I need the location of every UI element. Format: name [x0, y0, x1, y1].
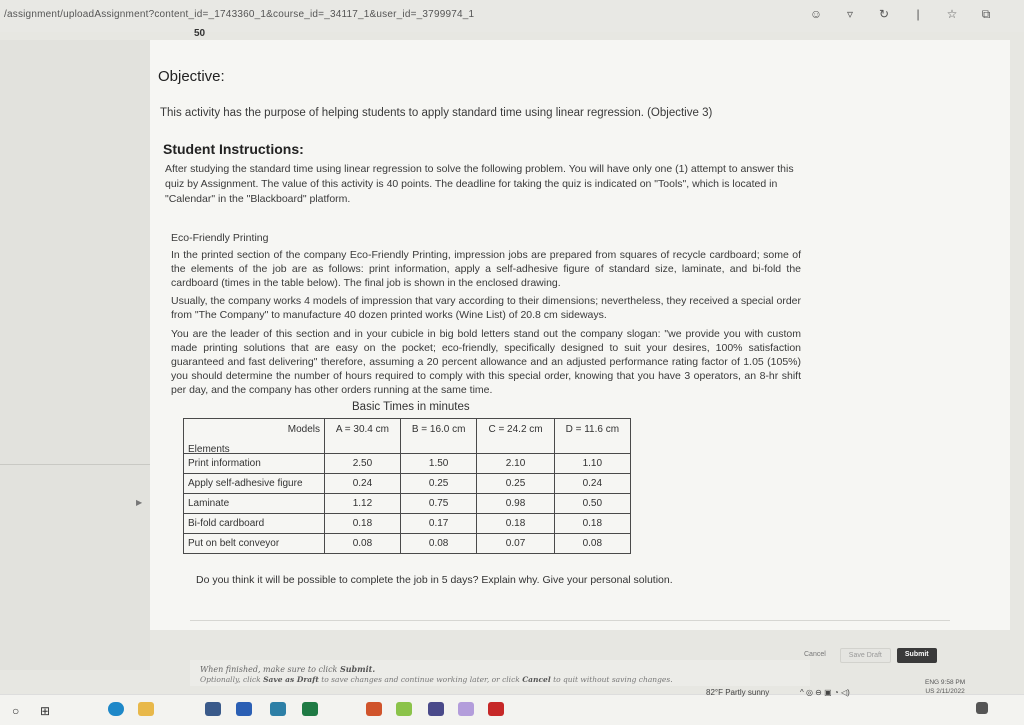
time-cell: 2.10	[477, 454, 554, 474]
tracking-icon[interactable]: ▿	[846, 7, 854, 21]
time-cell: 0.98	[477, 494, 554, 514]
submit-button[interactable]: Submit	[897, 648, 937, 663]
edge-icon[interactable]	[108, 702, 124, 716]
footer-submit-word: Submit.	[339, 664, 376, 674]
problem-paragraph-1: In the printed section of the company Eco-Friendly Printing, impression jobs are prepared from squares of recycle cardboard; some of the elements of the job are as follows: print information, apply a self-adhesive figure of standard size, laminate, and bi-fold the cardboard (times in the table below). The final job is shown in the enclosed drawing.	[171, 249, 801, 289]
powerpoint-icon[interactable]	[366, 702, 382, 716]
basic-times-table	[183, 418, 631, 554]
time-cell: 0.24	[554, 474, 630, 494]
mail-icon[interactable]	[205, 702, 221, 716]
refresh-icon[interactable]: ↻	[878, 7, 890, 21]
footer-line-1	[200, 664, 375, 674]
element-cell: Put on belt conveyor	[184, 534, 325, 554]
excel-icon[interactable]	[302, 702, 318, 716]
instructions-text: After studying the standard time using linear regression to solve the following problem. You will have only one (1) attempt to answer this quiz by Assignment. The value of this activity is 40 points. The deadline for taking the quiz is indicated on "Tools", which is located in "Calendar" in the "Blackboard" platform.	[165, 163, 794, 205]
collections-icon[interactable]: ⧉	[981, 7, 991, 21]
time-cell: 0.18	[477, 514, 554, 534]
time-cell: 0.25	[400, 474, 477, 494]
time-cell: 0.25	[477, 474, 554, 494]
left-sidebar	[0, 40, 150, 670]
footer-cancel-word: Cancel	[522, 675, 551, 684]
browser-address-bar[interactable]	[0, 0, 1024, 32]
table-row	[184, 514, 631, 534]
footer-line-2-post: to quit without saving changes.	[550, 675, 673, 684]
element-cell: Bi-fold cardboard	[184, 514, 325, 534]
instructions-heading: Student Instructions:	[163, 141, 304, 157]
time-cell: 0.07	[477, 534, 554, 554]
tray-icons[interactable]: ^ ◎ ⊖ ▣ ◔ ◁)	[800, 688, 850, 697]
time-cell: 0.17	[400, 514, 477, 534]
elements-label: Elements	[188, 444, 230, 455]
time-cell: 0.18	[554, 514, 630, 534]
element-cell: Apply self-adhesive figure	[184, 474, 325, 494]
time-cell: 0.08	[554, 534, 630, 554]
system-clock[interactable]	[925, 678, 965, 696]
column-header-b: B = 16.0 cm	[400, 419, 477, 454]
footer-save-draft-word: Save as Draft	[263, 675, 319, 684]
time-cell: 0.08	[400, 534, 477, 554]
element-cell: Laminate	[184, 494, 325, 514]
app-icon[interactable]	[458, 702, 474, 716]
problem-paragraph-2: Usually, the company works 4 models of impression that vary according to their dimensions; nevertheless, they received a special order from "The Company" to manufacture 40 dozen printed works (Wine List) of 20.8 cm sideways.	[171, 295, 801, 321]
language-label: ENG	[925, 679, 940, 686]
time-cell: 0.75	[400, 494, 477, 514]
clock-time-row	[925, 678, 965, 687]
notification-icon[interactable]	[976, 702, 988, 714]
table-row	[184, 534, 631, 554]
time-cell: 1.10	[554, 454, 630, 474]
problem-title: Eco-Friendly Printing	[171, 232, 269, 244]
element-cell: Print information	[184, 454, 325, 474]
clock-date-row	[925, 687, 965, 696]
time-cell: 2.50	[325, 454, 401, 474]
time-cell: 0.08	[325, 534, 401, 554]
table-caption: Basic Times in minutes	[352, 401, 470, 413]
footer-line-2	[200, 675, 673, 684]
read-aloud-icon[interactable]: ☺	[809, 7, 823, 21]
table-row	[184, 474, 631, 494]
cancel-button[interactable]: Cancel	[804, 651, 826, 658]
header-corner-cell	[184, 419, 325, 454]
time-label: 9:58 PM	[940, 679, 966, 686]
time-cell: 1.50	[400, 454, 477, 474]
footer-line-1-text: When finished, make sure to click	[200, 665, 340, 674]
task-view-icon[interactable]: ⊞	[40, 704, 51, 718]
footer-line-2-pre: Optionally, click	[200, 675, 264, 684]
divider: |	[916, 7, 920, 21]
browser-toolbar	[808, 7, 994, 22]
time-cell: 1.12	[325, 494, 401, 514]
column-header-c: C = 24.2 cm	[477, 419, 554, 454]
objective-text: This activity has the purpose of helping students to apply standard time using linear regression. (Objective 3)	[160, 107, 713, 119]
column-header-d: D = 11.6 cm	[554, 419, 630, 454]
time-cell: 0.50	[554, 494, 630, 514]
save-draft-button[interactable]: Save Draft	[840, 648, 891, 663]
file-explorer-icon[interactable]	[138, 702, 154, 716]
points-value: 50	[194, 28, 206, 39]
table-row	[184, 494, 631, 514]
sidebar-divider	[0, 464, 150, 465]
expand-arrow-icon[interactable]: ▶	[136, 498, 143, 507]
url-text[interactable]: /assignment/uploadAssignment?content_id=_1743360_1&course_id=_34117_1&user_id=_3799974_1	[4, 9, 475, 20]
time-cell: 0.18	[325, 514, 401, 534]
action-buttons	[796, 648, 937, 663]
date-label: 2/11/2022	[936, 688, 965, 695]
section-divider	[190, 620, 950, 621]
app-icon[interactable]	[428, 702, 444, 716]
search-icon[interactable]: ○	[12, 704, 20, 718]
objective-heading: Objective:	[158, 68, 225, 85]
time-cell: 0.24	[325, 474, 401, 494]
table-row	[184, 454, 631, 474]
footer-line-2-mid: to save changes and continue working later, or click	[318, 675, 523, 684]
weather-widget[interactable]: 82°F Partly sunny	[706, 688, 770, 697]
column-header-a: A = 30.4 cm	[325, 419, 401, 454]
app-icon[interactable]	[270, 702, 286, 716]
problem-paragraph-3: You are the leader of this section and in your cubicle in big bold letters stand out the company slogan: "we provide you with custom made printing solutions that are easy on the pocket; eco-friendly, specifically designed to suit your desires, 100% satisfaction guaranteed and fast delivering" therefore, assuming a 20 percent allowance and an adjusted performance rating factor of 1.05 (105%) you should determine the number of hours required to comply with this special order, knowing that you have 3 operators, an 8-hr shift per day, and the company has other orders running at the same time.	[171, 328, 801, 396]
word-icon[interactable]	[236, 702, 252, 716]
region-label: US	[925, 688, 935, 695]
chart-app-icon[interactable]	[396, 702, 412, 716]
favorites-icon[interactable]: ☆	[946, 7, 958, 21]
question-text: Do you think it will be possible to complete the job in 5 days? Explain why. Give your personal solution.	[196, 574, 673, 586]
table-header-row	[184, 419, 631, 454]
acrobat-icon[interactable]	[488, 702, 504, 716]
models-label: Models	[287, 424, 320, 435]
